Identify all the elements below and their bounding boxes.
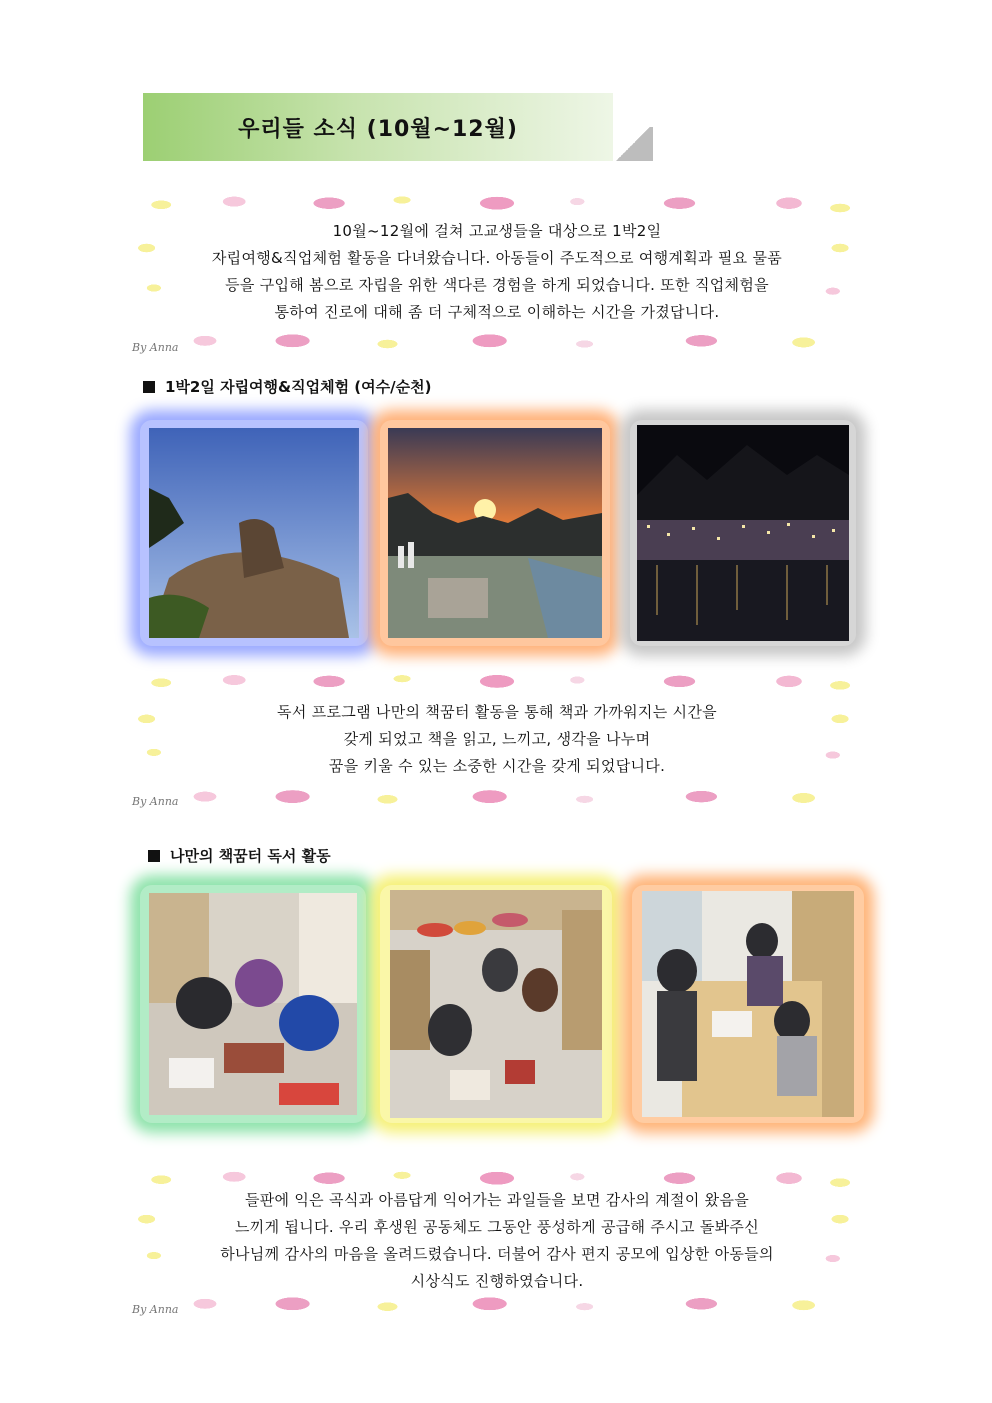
notice-line: 꿈을 키울 수 있는 소중한 시간을 갖게 되었답니다. [328, 756, 666, 775]
photo-reading-floor-2 [390, 890, 602, 1118]
notice-box-reading [132, 672, 862, 806]
photo-frame-yellow [380, 885, 612, 1123]
notice-line: 하나님께 감사의 마음을 올려드렸습니다. 더불어 감사 편지 공모에 입상한 아동들의 [220, 1245, 774, 1263]
notice-box-trip [132, 192, 862, 352]
title-fold-decoration [613, 127, 653, 161]
notice-line: 시상식도 진행하였습니다. [410, 1272, 584, 1290]
photo-reading-table [642, 891, 854, 1117]
page-title: 우리들 소식 (10월~12월) [238, 116, 518, 142]
photo-sunset-city [388, 428, 602, 638]
section-heading-trip [143, 376, 431, 397]
notice-line: 등을 구입해 봄으로 자립을 위한 색다른 경험을 하게 되었습니다. 또한 직업체험을 [225, 276, 769, 294]
photo-frame-blue [140, 420, 368, 646]
notice-line: 독서 프로그램 나만의 책꿈터 활동을 통해 책과 가까워지는 시간을 [277, 702, 717, 721]
section-heading-text: 나만의 책꿈터 독서 활동 [170, 847, 331, 865]
notice-line: 들판에 익은 곡식과 아름답게 익어가는 과일들을 보면 감사의 계절이 왔음을 [244, 1191, 750, 1209]
notice-line: 자립여행&직업체험 활동을 다녀왔습니다. 아동들이 주도적으로 여행계획과 필요 물품 [211, 249, 783, 267]
photo-frame-orange [380, 420, 610, 646]
square-bullet-icon [143, 381, 155, 393]
photo-frame-orange-2 [632, 885, 864, 1123]
section-heading-reading [148, 845, 331, 866]
photo-statue-rocks [149, 428, 359, 638]
notice-line: 통하여 진로에 대해 좀 더 구체적으로 이해하는 시간을 가졌답니다. [274, 303, 720, 321]
photo-frame-gray [630, 420, 856, 646]
section-heading-text: 1박2일 자립여행&직업체험 (여수/순천) [165, 378, 432, 396]
notice-line: 느끼게 됩니다. 우리 후생원 공동체도 그동안 풍성하게 공급해 주시고 돌봐주신 [235, 1218, 759, 1236]
notice-line: 갖게 되었고 책을 읽고, 느끼고, 생각을 나누며 [343, 729, 651, 748]
photo-night-harbor [637, 425, 849, 641]
notice-box-thanksgiving [132, 1168, 862, 1314]
photo-frame-green [140, 885, 366, 1123]
photo-reading-floor-1 [149, 893, 357, 1115]
signature: By Anna [132, 341, 179, 354]
page-title-banner [143, 93, 613, 161]
square-bullet-icon [148, 850, 160, 862]
notice-line: 10월~12월에 걸쳐 고교생들을 대상으로 1박2일 [332, 222, 662, 240]
signature: By Anna [132, 795, 179, 808]
signature: By Anna [132, 1303, 179, 1316]
